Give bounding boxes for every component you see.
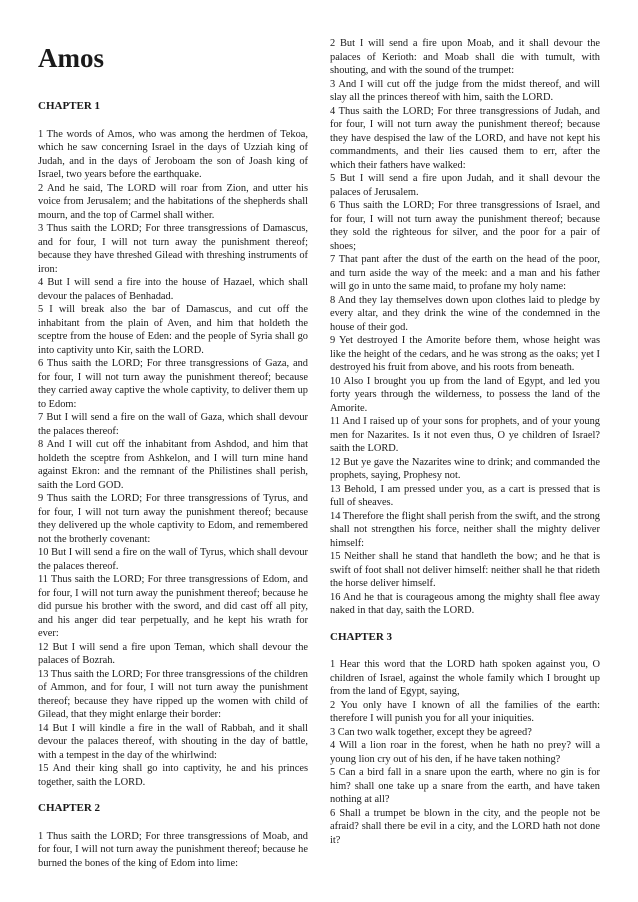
verse: 11 Thus saith the LORD; For three transgressions of Edom, and for four, I will not turn away the punishment thereof; because he did pursue his brother with the sword, and did cast off all pity, and his anger did tear perpetually, and he kept his wrath for ever: xyxy=(38,574,308,639)
verse: 6 Shall a trumpet be blown in the city, and the people not be afraid? shall there be evil in a city, and the LORD hath not done it? xyxy=(330,807,600,846)
book-title: Amos xyxy=(38,43,104,73)
verse: 1 The words of Amos, who was among the herdmen of Tekoa, which he saw concerning Israel in the days of Uzziah king of Judah, and in the days of Jeroboam the son of Joash king of Israel, two years before the earthquake. xyxy=(38,128,308,180)
verse: 8 And they lay themselves down upon clothes laid to pledge by every altar, and they drink the wine of the condemned in the house of their god. xyxy=(330,294,600,333)
verse: 8 And I will cut off the inhabitant from Ashdod, and him that holdeth the sceptre from Ashkelon, and I will turn mine hand against Ekron: and the remnant of the Philistines shall perish, saith the Lord GOD. xyxy=(38,439,308,491)
verse: 13 Behold, I am pressed under you, as a cart is pressed that is full of sheaves. xyxy=(330,483,600,508)
verse: 3 Can two walk together, except they be agreed? xyxy=(330,726,532,738)
verse: 1 Hear this word that the LORD hath spoken against you, O children of Israel, against the whole family which I brought up from the land of Egypt, saying, xyxy=(330,659,600,697)
verse: 16 And he that is courageous among the mighty shall flee away naked in that day, saith the LORD. xyxy=(330,591,600,616)
verse: 15 Neither shall he stand that handleth the bow; and he that is swift of foot shall not deliver himself: neither shall he that rideth the horse deliver himself. xyxy=(330,551,600,589)
verse: 5 But I will send a fire upon Judah, and it shall devour the palaces of Jerusalem. xyxy=(330,173,600,198)
verse: 2 You only have I known of all the families of the earth: therefore I will punish you for all your iniquities. xyxy=(330,699,600,724)
verse: 3 Thus saith the LORD; For three transgressions of Damascus, and for four, I will not turn away the punishment thereof; because they have threshed Gilead with threshing instruments of iron: xyxy=(38,223,308,275)
chapter-2-verses-continued xyxy=(330,37,600,618)
verse: 4 Will a lion roar in the forest, when he hath no prey? will a young lion cry out of his den, if he have taken nothing? xyxy=(330,740,600,765)
chapter-1-verses xyxy=(38,128,308,790)
verse: 10 Also I brought you up from the land of Egypt, and led you forty years through the wilderness, to possess the land of the Amorite. xyxy=(330,375,600,414)
verse: 13 Thus saith the LORD; For three transgressions of the children of Ammon, and for four, I will not turn away the punishment thereof; because they have ripped up the women with child of Gilead, that they might enlarge their border: xyxy=(38,668,308,720)
verse: 12 But I will send a fire upon Teman, which shall devour the palaces of Bozrah. xyxy=(38,641,308,666)
chapter-2-verses-start xyxy=(38,830,308,871)
verse: 6 Thus saith the LORD; For three transgressions of Gaza, and for four, I will not turn away the punishment thereof; because they carried away captive the whole captivity, to deliver them up to Edom: xyxy=(38,358,308,410)
verse: 9 Yet destroyed I the Amorite before them, whose height was like the height of the cedars, and he was strong as the oaks; yet I destroyed his fruit from above, and his roots from beneath. xyxy=(330,335,600,373)
verse: 4 Thus saith the LORD; For three transgressions of Judah, and for four, I will not turn away the punishment thereof; because they have despised the law of the LORD, and have not kept his commandments, and their lies caused them to err, after the which their fathers have walked: xyxy=(330,105,600,171)
right-column xyxy=(330,37,600,847)
verse: 11 And I raised up of your sons for prophets, and of your young men for Nazarites. Is it not even thus, O ye children of Israel? saith the LORD. xyxy=(330,416,600,454)
verse: 15 And their king shall go into captivity, he and his princes together, saith the LORD. xyxy=(38,763,308,788)
left-column xyxy=(38,0,308,870)
verse: 14 But I will kindle a fire in the wall of Rabbah, and it shall devour the palaces thereof, with shouting in the day of battle, with a tempest in the day of the whirlwind: xyxy=(38,722,308,761)
chapter-2-heading: CHAPTER 2 xyxy=(38,802,101,814)
verse: 9 Thus saith the LORD; For three transgressions of Tyrus, and for four, I will not turn away the punishment thereof; because they delivered up the whole captivity to Edom, and remembered not the brotherly covenant: xyxy=(38,493,308,545)
verse: 1 Thus saith the LORD; For three transgressions of Moab, and for four, I will not turn away the punishment thereof; because he burned the bones of the king of Edom into lime: xyxy=(38,830,308,869)
chapter-1-heading: CHAPTER 1 xyxy=(38,100,101,112)
verse: 7 But I will send a fire on the wall of Gaza, which shall devour the palaces thereof: xyxy=(38,412,308,437)
verse: 5 Can a bird fall in a snare upon the earth, where no gin is for him? shall one take up a snare from the earth, and have taken nothing at all? xyxy=(330,767,600,805)
verse: 5 I will break also the bar of Damascus, and cut off the inhabitant from the plain of Aven, and him that holdeth the sceptre from the house of Eden: and the people of Syria shall go into captivity unto Kir, saith the LORD. xyxy=(38,304,308,356)
verse: 2 And he said, The LORD will roar from Zion, and utter his voice from Jerusalem; and the habitations of the shepherds shall mourn, and the top of Carmel shall wither. xyxy=(38,182,308,221)
verse: 3 And I will cut off the judge from the midst thereof, and will slay all the princes thereof with him, saith the LORD. xyxy=(330,78,600,103)
verse: 14 Therefore the flight shall perish from the swift, and the strong shall not strengthen his force, neither shall the mighty deliver himself: xyxy=(330,510,600,549)
verse: 4 But I will send a fire into the house of Hazael, which shall devour the palaces of Benhadad. xyxy=(38,277,308,302)
verse: 12 But ye gave the Nazarites wine to drink; and commanded the prophets, saying, Prophesy not. xyxy=(330,456,600,481)
verse: 10 But I will send a fire on the wall of Tyrus, which shall devour the palaces thereof. xyxy=(38,547,308,572)
chapter-3-verses xyxy=(330,658,600,847)
verse: 7 That pant after the dust of the earth on the head of the poor, and turn aside the way of the meek: and a man and his father will go in unto the same maid, to profane my holy name: xyxy=(330,254,600,292)
verse: 6 Thus saith the LORD; For three transgressions of Israel, and for four, I will not turn away the punishment thereof; because they sold the righteous for silver, and the poor for a pair of shoes; xyxy=(330,200,600,252)
chapter-3-heading: CHAPTER 3 xyxy=(330,630,393,643)
verse: 2 But I will send a fire upon Moab, and it shall devour the palaces of Kerioth: and Moab shall die with tumult, with shouting, and with the sound of the trumpet: xyxy=(330,38,600,76)
